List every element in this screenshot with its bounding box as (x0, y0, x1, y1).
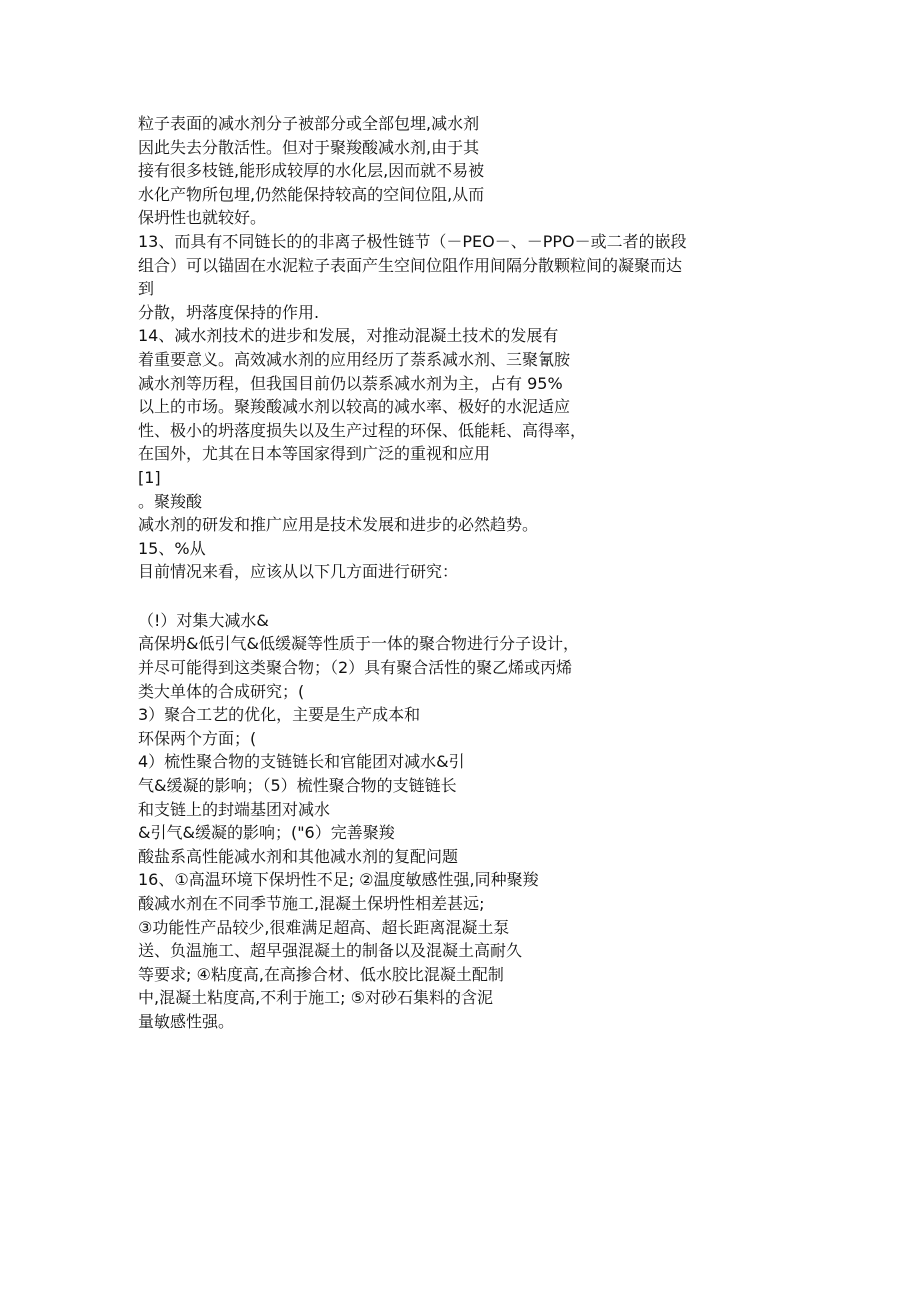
text-line: 接有很多枝链,能形成较厚的水化层,因而就不易被 (138, 161, 485, 181)
text-line: 量敏感性强。 (138, 1011, 235, 1031)
text-line: 保坍性也就较好。 (138, 208, 267, 228)
text-line: [1] (138, 467, 161, 487)
text-line: 送、负温施工、超早强混凝土的制备以及混凝土高耐久 (138, 941, 523, 961)
text-line (138, 584, 858, 609)
text-line: 14、减水剂技术的进步和发展，对推动混凝土技术的发展有 (138, 326, 559, 346)
text-line: 目前情况来看，应该从以下几方面进行研究： (138, 562, 459, 582)
text-line: 酸盐系高性能减水剂和其他减水剂的复配问题 (138, 846, 459, 866)
text-line: 环保两个方面；( (138, 728, 257, 748)
text-line: 性、极小的坍落度损失以及生产过程的环保、低能耗、高得率， (138, 420, 587, 440)
text-line: 中,混凝土粘度高,不利于施工; ⑤对砂石集料的含泥 (138, 988, 493, 1008)
text-line: 气&缓凝的影响；（5）梳性聚合物的支链链长 (138, 776, 457, 796)
text-line: &引气&缓凝的影响；("6）完善聚羧 (138, 823, 395, 843)
document-body (138, 112, 858, 1034)
text-line: 15、%从 (138, 538, 206, 558)
text-line: 3）聚合工艺的优化，主要是生产成本和 (138, 705, 421, 725)
text-line: 类大单体的合成研究；( (138, 681, 305, 701)
text-line: 等要求; ④粘度高,在高掺合材、低水胶比混凝土配制 (138, 964, 504, 984)
text-line: 因此失去分散活性。但对于聚羧酸减水剂,由于其 (138, 137, 480, 157)
text-line: 水化产物所包埋,仍然能保持较高的空间位阻,从而 (138, 184, 485, 204)
text-line: 13、而具有不同链长的的非离子极性链节（－PEO－、－PPO－或二者的嵌段 (138, 231, 687, 251)
text-line: 在国外，尤其在日本等国家得到广泛的重视和应用 (138, 444, 491, 464)
text-line: 和支链上的封端基团对减水 (138, 799, 331, 819)
text-line: ③功能性产品较少,很难满足超高、超长距离混凝土泵 (138, 917, 510, 937)
text-line: 并尽可能得到这类聚合物；（2）具有聚合活性的聚乙烯或丙烯 (138, 658, 573, 678)
text-line: 高保坍&低引气&低缓凝等性质于一体的聚合物进行分子设计， (138, 634, 579, 654)
text-line: 减水剂的研发和推广应用是技术发展和进步的必然趋势。 (138, 515, 539, 535)
text-line: 分散，坍落度保持的作用. (138, 302, 320, 322)
text-line: 减水剂等历程，但我国目前仍以萘系减水剂为主，占有 95% (138, 373, 563, 393)
text-line: 酸减水剂在不同季节施工,混凝土保坍性相差甚远; (138, 894, 485, 913)
text-line: 到 (138, 279, 155, 299)
text-line: 16、①高温环境下保坍性不足; ②温度敏感性强,同种聚羧 (138, 870, 539, 890)
text-line: 组合）可以锚固在水泥粒子表面产生空间位阻作用间隔分散颗粒间的凝聚而达 (138, 255, 683, 275)
text-line: 以上的市场。聚羧酸减水剂以较高的减水率、极好的水泥适应 (138, 397, 571, 417)
text-line: 4）梳性聚合物的支链链长和官能团对减水&引 (138, 752, 465, 772)
text-line: 着重要意义。高效减水剂的应用经历了萘系减水剂、三聚氰胺 (138, 349, 571, 369)
text-line: 粒子表面的减水剂分子被部分或全部包埋,减水剂 (138, 114, 480, 133)
text-line: （!）对集大减水& (138, 610, 269, 630)
text-line: 。聚羧酸 (138, 491, 203, 511)
